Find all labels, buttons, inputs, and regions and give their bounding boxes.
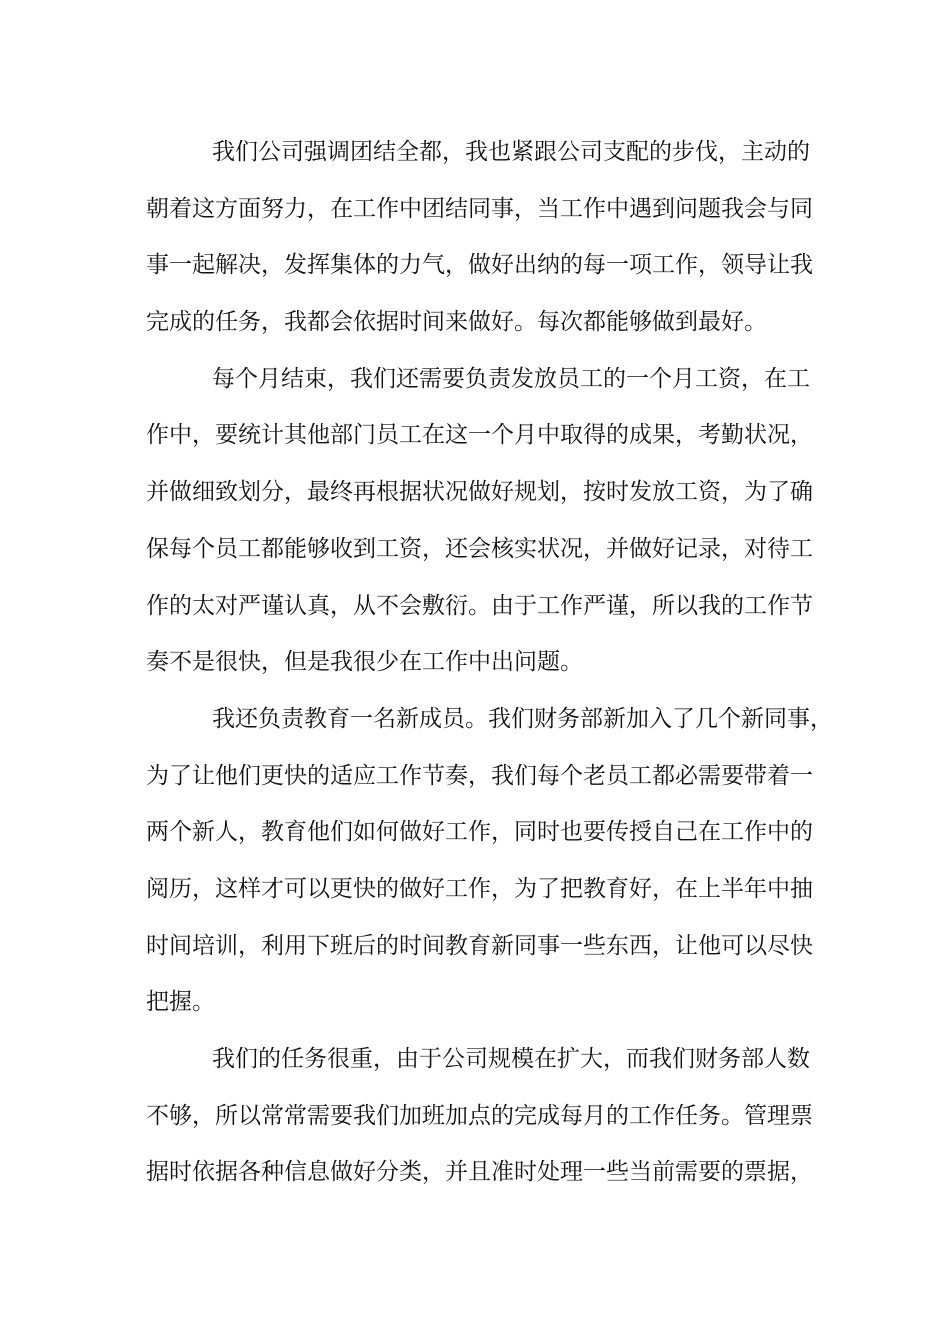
paragraph-2-line-1: 每个月结束，我们还需要负责发放员工的一个月工资，在工 [212,365,810,392]
paragraph-2-line-6: 奏不是很快，但是我很少在工作中出问题。 [146,649,583,676]
paragraph-1-line-3: 事一起解决，发挥集体的力气，做好出纳的每一项工作，领导让我 [146,252,813,279]
paragraph-4-line-3: 据时依据各种信息做好分类，并且准时处理一些当前需要的票据， [146,1159,813,1186]
paragraph-3-line-1: 我还负责教育一名新成员。我们财务部新加入了几个新同事， [212,705,833,732]
paragraph-1-line-2: 朝着这方面努力，在工作中团结同事，当工作中遇到问题我会与同 [146,195,813,222]
paragraph-3-line-3: 两个新人，教育他们如何做好工作，同时也要传授自己在工作中的 [146,819,813,846]
paragraph-4-line-2: 不够，所以常常需要我们加班加点的完成每月的工作任务。管理票 [146,1102,813,1129]
paragraph-2-line-5: 作的太对严谨认真，从不会敷衍。由于工作严谨，所以我的工作节 [146,592,813,619]
paragraph-3-line-4: 阅历，这样才可以更快的做好工作，为了把教育好，在上半年中抽 [146,875,813,902]
paragraph-2-line-3: 并做细致划分，最终再根据状况做好规划，按时发放工资，为了确 [146,479,813,506]
paragraph-3-line-2: 为了让他们更快的适应工作节奏，我们每个老员工都必需要带着一 [146,762,813,789]
paragraph-2-line-2: 作中，要统计其他部门员工在这一个月中取得的成果，考勤状况， [146,422,813,449]
paragraph-1-line-1: 我们公司强调团结全都，我也紧跟公司支配的步伐，主动的 [212,139,810,165]
paragraph-1-line-4: 完成的任务，我都会依据时间来做好。每次都能够做到最好。 [146,309,767,336]
paragraph-4-line-1: 我们的任务很重，由于公司规模在扩大，而我们财务部人数 [212,1046,810,1072]
paragraph-3-line-6: 把握。 [146,989,215,1016]
document-body [146,124,833,1201]
paragraph-2-line-4: 保每个员工都能够收到工资，还会核实状况，并做好记录，对待工 [146,535,813,562]
paragraph-3-line-5: 时间培训，利用下班后的时间教育新同事一些东西，让他可以尽快 [146,932,813,959]
